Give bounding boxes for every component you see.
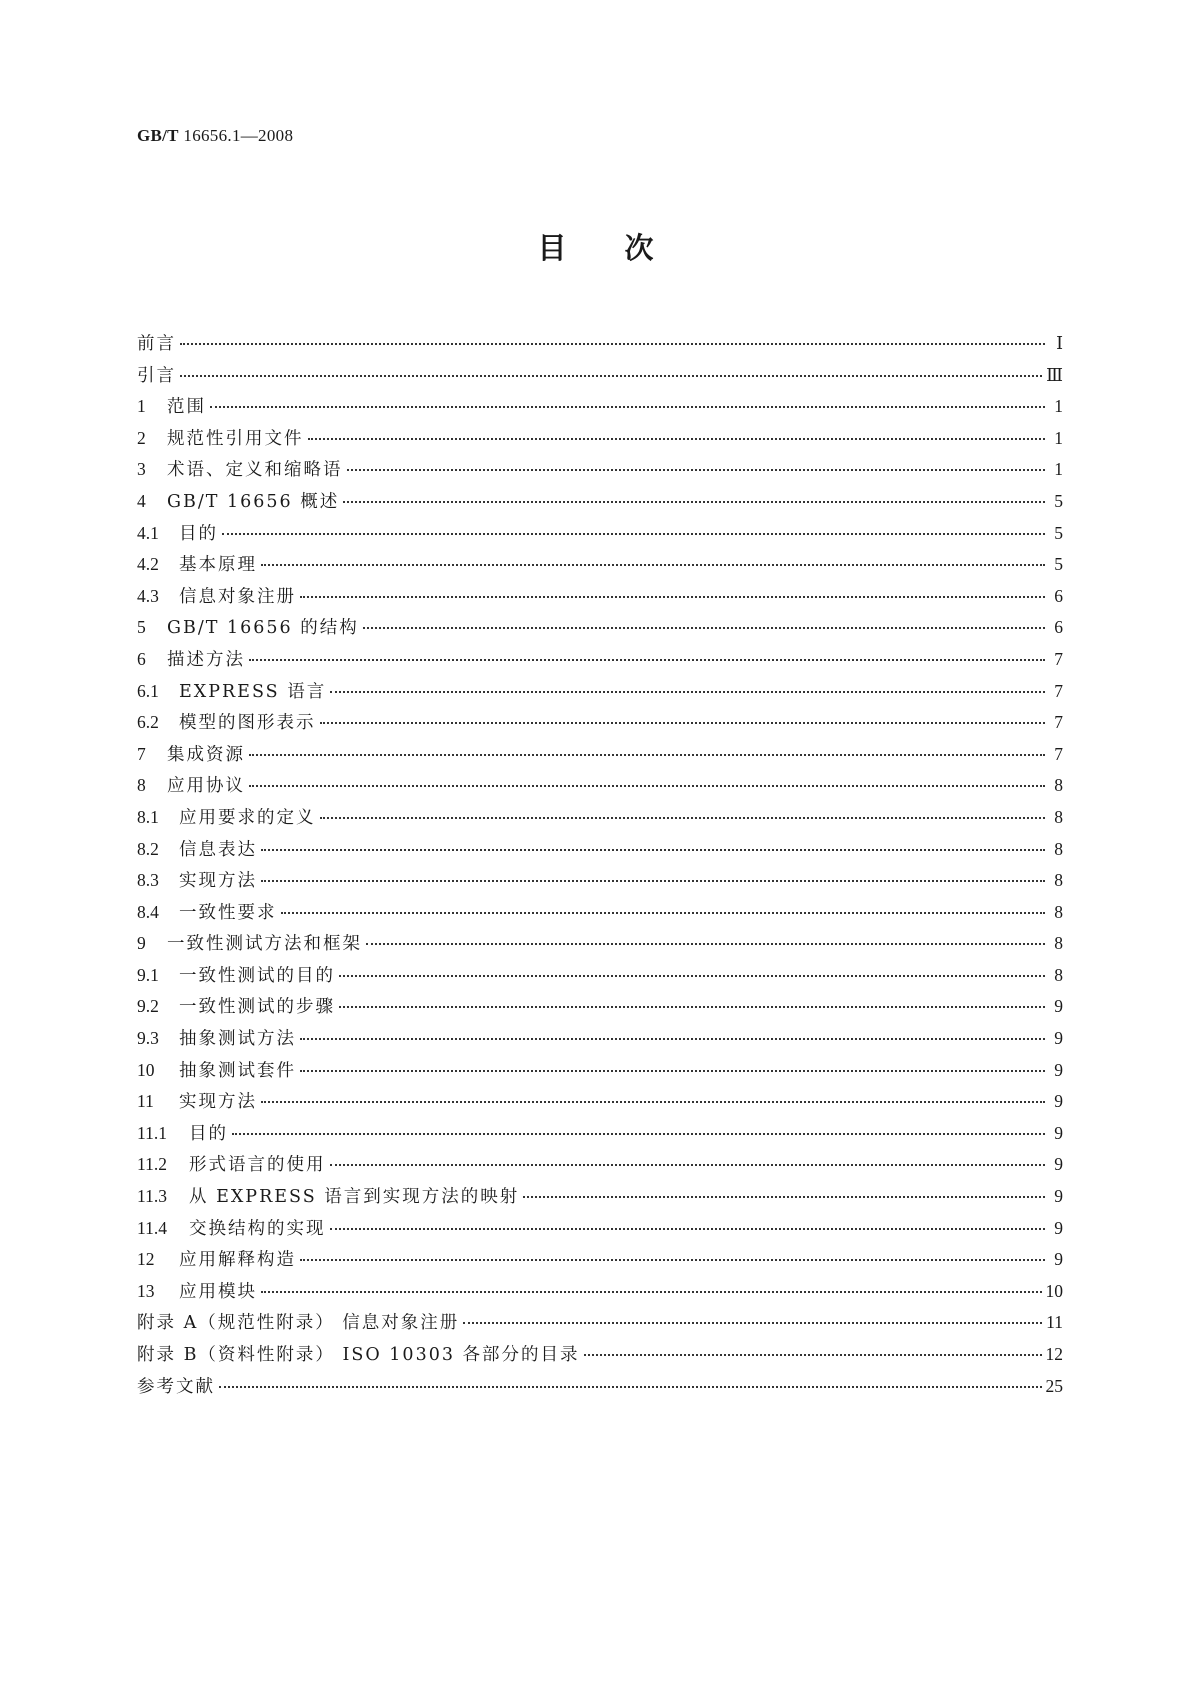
toc-entry-title: 附录 A（规范性附录） 信息对象注册 — [137, 1313, 460, 1334]
toc-entry[interactable] — [137, 1181, 1063, 1213]
toc-entry-number: 9.1 — [137, 964, 159, 985]
toc-entry-page: 9 — [1054, 1249, 1063, 1270]
toc-entry[interactable] — [137, 1086, 1063, 1118]
toc-entry[interactable] — [137, 612, 1063, 644]
toc-entry-page: 11 — [1046, 1312, 1063, 1333]
toc-leader-dots — [300, 1259, 1045, 1261]
toc-leader-dots — [343, 501, 1045, 503]
toc-entry-number: 11.1 — [137, 1122, 167, 1143]
toc-entry-title: 应用协议 — [167, 776, 245, 797]
toc-entry-title: 规范性引用文件 — [167, 428, 304, 449]
toc-entry-title: 实现方法 — [179, 871, 257, 892]
toc-entry-title: 目的 — [189, 1123, 228, 1144]
toc-entry[interactable] — [137, 960, 1063, 992]
toc-entry-number: 7 — [137, 743, 146, 764]
toc-entry-page: 8 — [1054, 775, 1063, 796]
toc-entry-page: 8 — [1054, 838, 1063, 859]
toc-leader-dots — [219, 1386, 1042, 1388]
toc-leader-dots — [347, 469, 1046, 471]
toc-entry-page: 7 — [1054, 680, 1063, 701]
toc-leader-dots — [463, 1322, 1042, 1324]
toc-entry-title: 应用模块 — [179, 1281, 257, 1302]
toc-leader-dots — [300, 596, 1045, 598]
toc-entry-page: 7 — [1054, 743, 1063, 764]
toc-entry-title: 术语、定义和缩略语 — [167, 460, 343, 481]
toc-entry-page: 8 — [1054, 933, 1063, 954]
toc-leader-dots — [320, 817, 1046, 819]
toc-entry-number: 4 — [137, 490, 146, 511]
toc-entry[interactable] — [137, 928, 1063, 960]
toc-entry[interactable] — [137, 486, 1063, 518]
toc-entry[interactable] — [137, 865, 1063, 897]
toc-entry-page: 6 — [1054, 585, 1063, 606]
toc-entry[interactable] — [137, 1023, 1063, 1055]
toc-entry-page: 12 — [1045, 1344, 1063, 1364]
toc-entry[interactable] — [137, 739, 1063, 771]
toc-entry[interactable] — [137, 360, 1063, 392]
toc-entry-title: 信息对象注册 — [179, 586, 296, 607]
toc-entry-page: 9 — [1054, 1059, 1063, 1080]
toc-entry-number: 11.4 — [137, 1217, 167, 1238]
standard-code: 16656.1—2008 — [183, 126, 294, 145]
toc-entry-page: 6 — [1054, 617, 1063, 638]
toc-entry-page: 7 — [1054, 712, 1063, 733]
toc-entry[interactable] — [137, 1276, 1063, 1308]
toc-entry-title: 应用要求的定义 — [179, 807, 316, 828]
toc-leader-dots — [232, 1133, 1045, 1135]
toc-leader-dots — [261, 849, 1045, 851]
toc-entry-title: 一致性要求 — [179, 902, 277, 923]
toc-entry-title: 基本原理 — [179, 555, 257, 576]
toc-entry-page: 8 — [1054, 870, 1063, 891]
toc-entry-number: 13 — [137, 1280, 155, 1301]
toc-leader-dots — [180, 343, 1045, 345]
toc-entry[interactable] — [137, 1371, 1063, 1403]
toc-entry-title: 目的 — [179, 523, 218, 544]
toc-entry-title: 一致性测试的步骤 — [179, 997, 335, 1018]
toc-entry-page: 9 — [1054, 1091, 1063, 1112]
toc-entry-title: 形式语言的使用 — [189, 1155, 326, 1176]
toc-entry-page: 8 — [1054, 901, 1063, 922]
toc-entry-title: 一致性测试的目的 — [179, 965, 335, 986]
toc-entry-page: 1 — [1054, 396, 1063, 417]
toc-entry-page: 5 — [1054, 522, 1063, 543]
toc-entry-page: 8 — [1054, 964, 1063, 985]
standard-prefix: GB/T — [137, 126, 179, 145]
toc-entry-number: 9 — [137, 933, 146, 954]
toc-entry[interactable] — [137, 1055, 1063, 1087]
toc-entry-number: 2 — [137, 427, 146, 448]
toc-entry-page: 9 — [1054, 1028, 1063, 1049]
toc-entry[interactable] — [137, 328, 1063, 360]
toc-entry-number: 6.1 — [137, 680, 159, 701]
toc-entry-number: 6.2 — [137, 712, 159, 733]
toc-entry-number: 8 — [137, 775, 146, 796]
toc-leader-dots — [261, 564, 1045, 566]
toc-leader-dots — [249, 754, 1045, 756]
toc-entry-title: 模型的图形表示 — [179, 713, 316, 734]
toc-entry[interactable] — [137, 676, 1063, 708]
toc-entry-title: EXPRESS 语言 — [179, 681, 327, 702]
toc-entry[interactable] — [137, 549, 1063, 581]
toc-entry-title: 交换结构的实现 — [189, 1218, 326, 1239]
toc-leader-dots — [363, 627, 1045, 629]
toc-leader-dots — [330, 1228, 1046, 1230]
table-of-contents — [137, 328, 1063, 1402]
toc-leader-dots — [339, 1006, 1045, 1008]
toc-entry-title: 引言 — [137, 365, 176, 386]
toc-leader-dots — [210, 406, 1045, 408]
toc-entry-title: 实现方法 — [179, 1092, 257, 1113]
toc-entry-title: 描述方法 — [167, 649, 245, 670]
toc-entry-page: 7 — [1054, 648, 1063, 669]
toc-entry-page: 9 — [1054, 1154, 1063, 1175]
toc-leader-dots — [222, 533, 1045, 535]
toc-entry[interactable] — [137, 1339, 1063, 1371]
toc-entry-page: 5 — [1054, 554, 1063, 575]
toc-leader-dots — [300, 1038, 1045, 1040]
toc-entry-title: 一致性测试方法和框架 — [167, 934, 362, 955]
toc-leader-dots — [180, 375, 1042, 377]
toc-entry-page: 9 — [1054, 996, 1063, 1017]
toc-entry-number: 3 — [137, 459, 146, 480]
toc-leader-dots — [261, 1291, 1042, 1293]
toc-entry-number: 4.1 — [137, 522, 159, 543]
toc-entry[interactable] — [137, 897, 1063, 929]
toc-entry-page: 8 — [1054, 806, 1063, 827]
toc-entry[interactable] — [137, 991, 1063, 1023]
toc-entry-number: 11 — [137, 1091, 154, 1112]
toc-leader-dots — [366, 943, 1045, 945]
toc-entry-number: 5 — [137, 617, 146, 638]
toc-entry[interactable] — [137, 581, 1063, 613]
toc-entry-page: 5 — [1054, 490, 1063, 511]
toc-entry-number: 12 — [137, 1249, 155, 1270]
toc-leader-dots — [308, 438, 1046, 440]
toc-entry-page: 1 — [1054, 459, 1063, 480]
toc-entry[interactable] — [137, 454, 1063, 486]
toc-entry[interactable] — [137, 1244, 1063, 1276]
toc-entry[interactable] — [137, 391, 1063, 423]
toc-entry-title: GB/T 16656 概述 — [167, 491, 340, 512]
toc-entry-page: 1 — [1054, 427, 1063, 448]
toc-entry-number: 11.2 — [137, 1154, 167, 1175]
toc-leader-dots — [330, 1164, 1046, 1166]
page-title: 目次 — [537, 231, 712, 265]
toc-entry[interactable] — [137, 1118, 1063, 1150]
toc-entry-title: 范围 — [167, 397, 206, 418]
toc-entry-title: 附录 B（资料性附录） ISO 10303 各部分的目录 — [137, 1345, 580, 1365]
toc-entry-number: 8.4 — [137, 901, 159, 922]
toc-entry[interactable] — [137, 707, 1063, 739]
toc-leader-dots — [261, 1101, 1045, 1103]
toc-leader-dots — [261, 880, 1045, 882]
toc-entry-number: 8.2 — [137, 838, 159, 859]
toc-entry[interactable] — [137, 644, 1063, 676]
toc-entry-page: 25 — [1045, 1375, 1063, 1396]
toc-leader-dots — [320, 722, 1046, 724]
toc-entry-title: 前言 — [137, 334, 176, 354]
toc-entry-title: 信息表达 — [179, 839, 257, 860]
toc-entry[interactable] — [137, 802, 1063, 834]
toc-leader-dots — [249, 659, 1045, 661]
toc-entry-title: 集成资源 — [167, 744, 245, 765]
toc-entry-page: 9 — [1054, 1186, 1063, 1207]
standard-number — [137, 126, 293, 146]
toc-entry-number: 11.3 — [137, 1186, 167, 1207]
toc-entry-title: GB/T 16656 的结构 — [167, 618, 359, 639]
toc-entry-title: 应用解释构造 — [179, 1250, 296, 1271]
toc-entry-page: 9 — [1054, 1217, 1063, 1238]
toc-leader-dots — [339, 975, 1045, 977]
toc-entry-number: 4.2 — [137, 554, 159, 575]
toc-entry-number: 4.3 — [137, 585, 159, 606]
toc-entry[interactable] — [137, 1307, 1063, 1339]
toc-entry-page: 10 — [1045, 1280, 1063, 1301]
toc-entry-page: 9 — [1054, 1122, 1063, 1143]
toc-entry-number: 8.3 — [137, 870, 159, 891]
toc-entry-number: 10 — [137, 1059, 155, 1080]
toc-entry[interactable] — [137, 518, 1063, 550]
toc-entry[interactable] — [137, 770, 1063, 802]
toc-entry-number: 9.2 — [137, 996, 159, 1017]
toc-entry-number: 8.1 — [137, 806, 159, 827]
toc-entry-title: 参考文献 — [137, 1376, 215, 1397]
toc-leader-dots — [300, 1070, 1045, 1072]
toc-leader-dots — [249, 785, 1045, 787]
toc-entry[interactable] — [137, 1149, 1063, 1181]
toc-leader-dots — [330, 691, 1045, 693]
toc-entry[interactable] — [137, 834, 1063, 866]
toc-entry-number: 1 — [137, 396, 146, 417]
toc-entry-title: 抽象测试方法 — [179, 1029, 296, 1050]
toc-entry-title: 从 EXPRESS 语言到实现方法的映射 — [189, 1187, 520, 1208]
toc-entry-page: Ⅲ — [1046, 364, 1063, 385]
toc-entry-title: 抽象测试套件 — [179, 1060, 296, 1081]
toc-entry-page: Ⅰ — [1056, 333, 1063, 353]
toc-entry[interactable] — [137, 423, 1063, 455]
toc-leader-dots — [523, 1196, 1045, 1198]
toc-entry-number: 9.3 — [137, 1028, 159, 1049]
toc-entry-number: 6 — [137, 648, 146, 669]
toc-entry[interactable] — [137, 1213, 1063, 1245]
toc-leader-dots — [281, 912, 1046, 914]
toc-leader-dots — [584, 1354, 1042, 1356]
